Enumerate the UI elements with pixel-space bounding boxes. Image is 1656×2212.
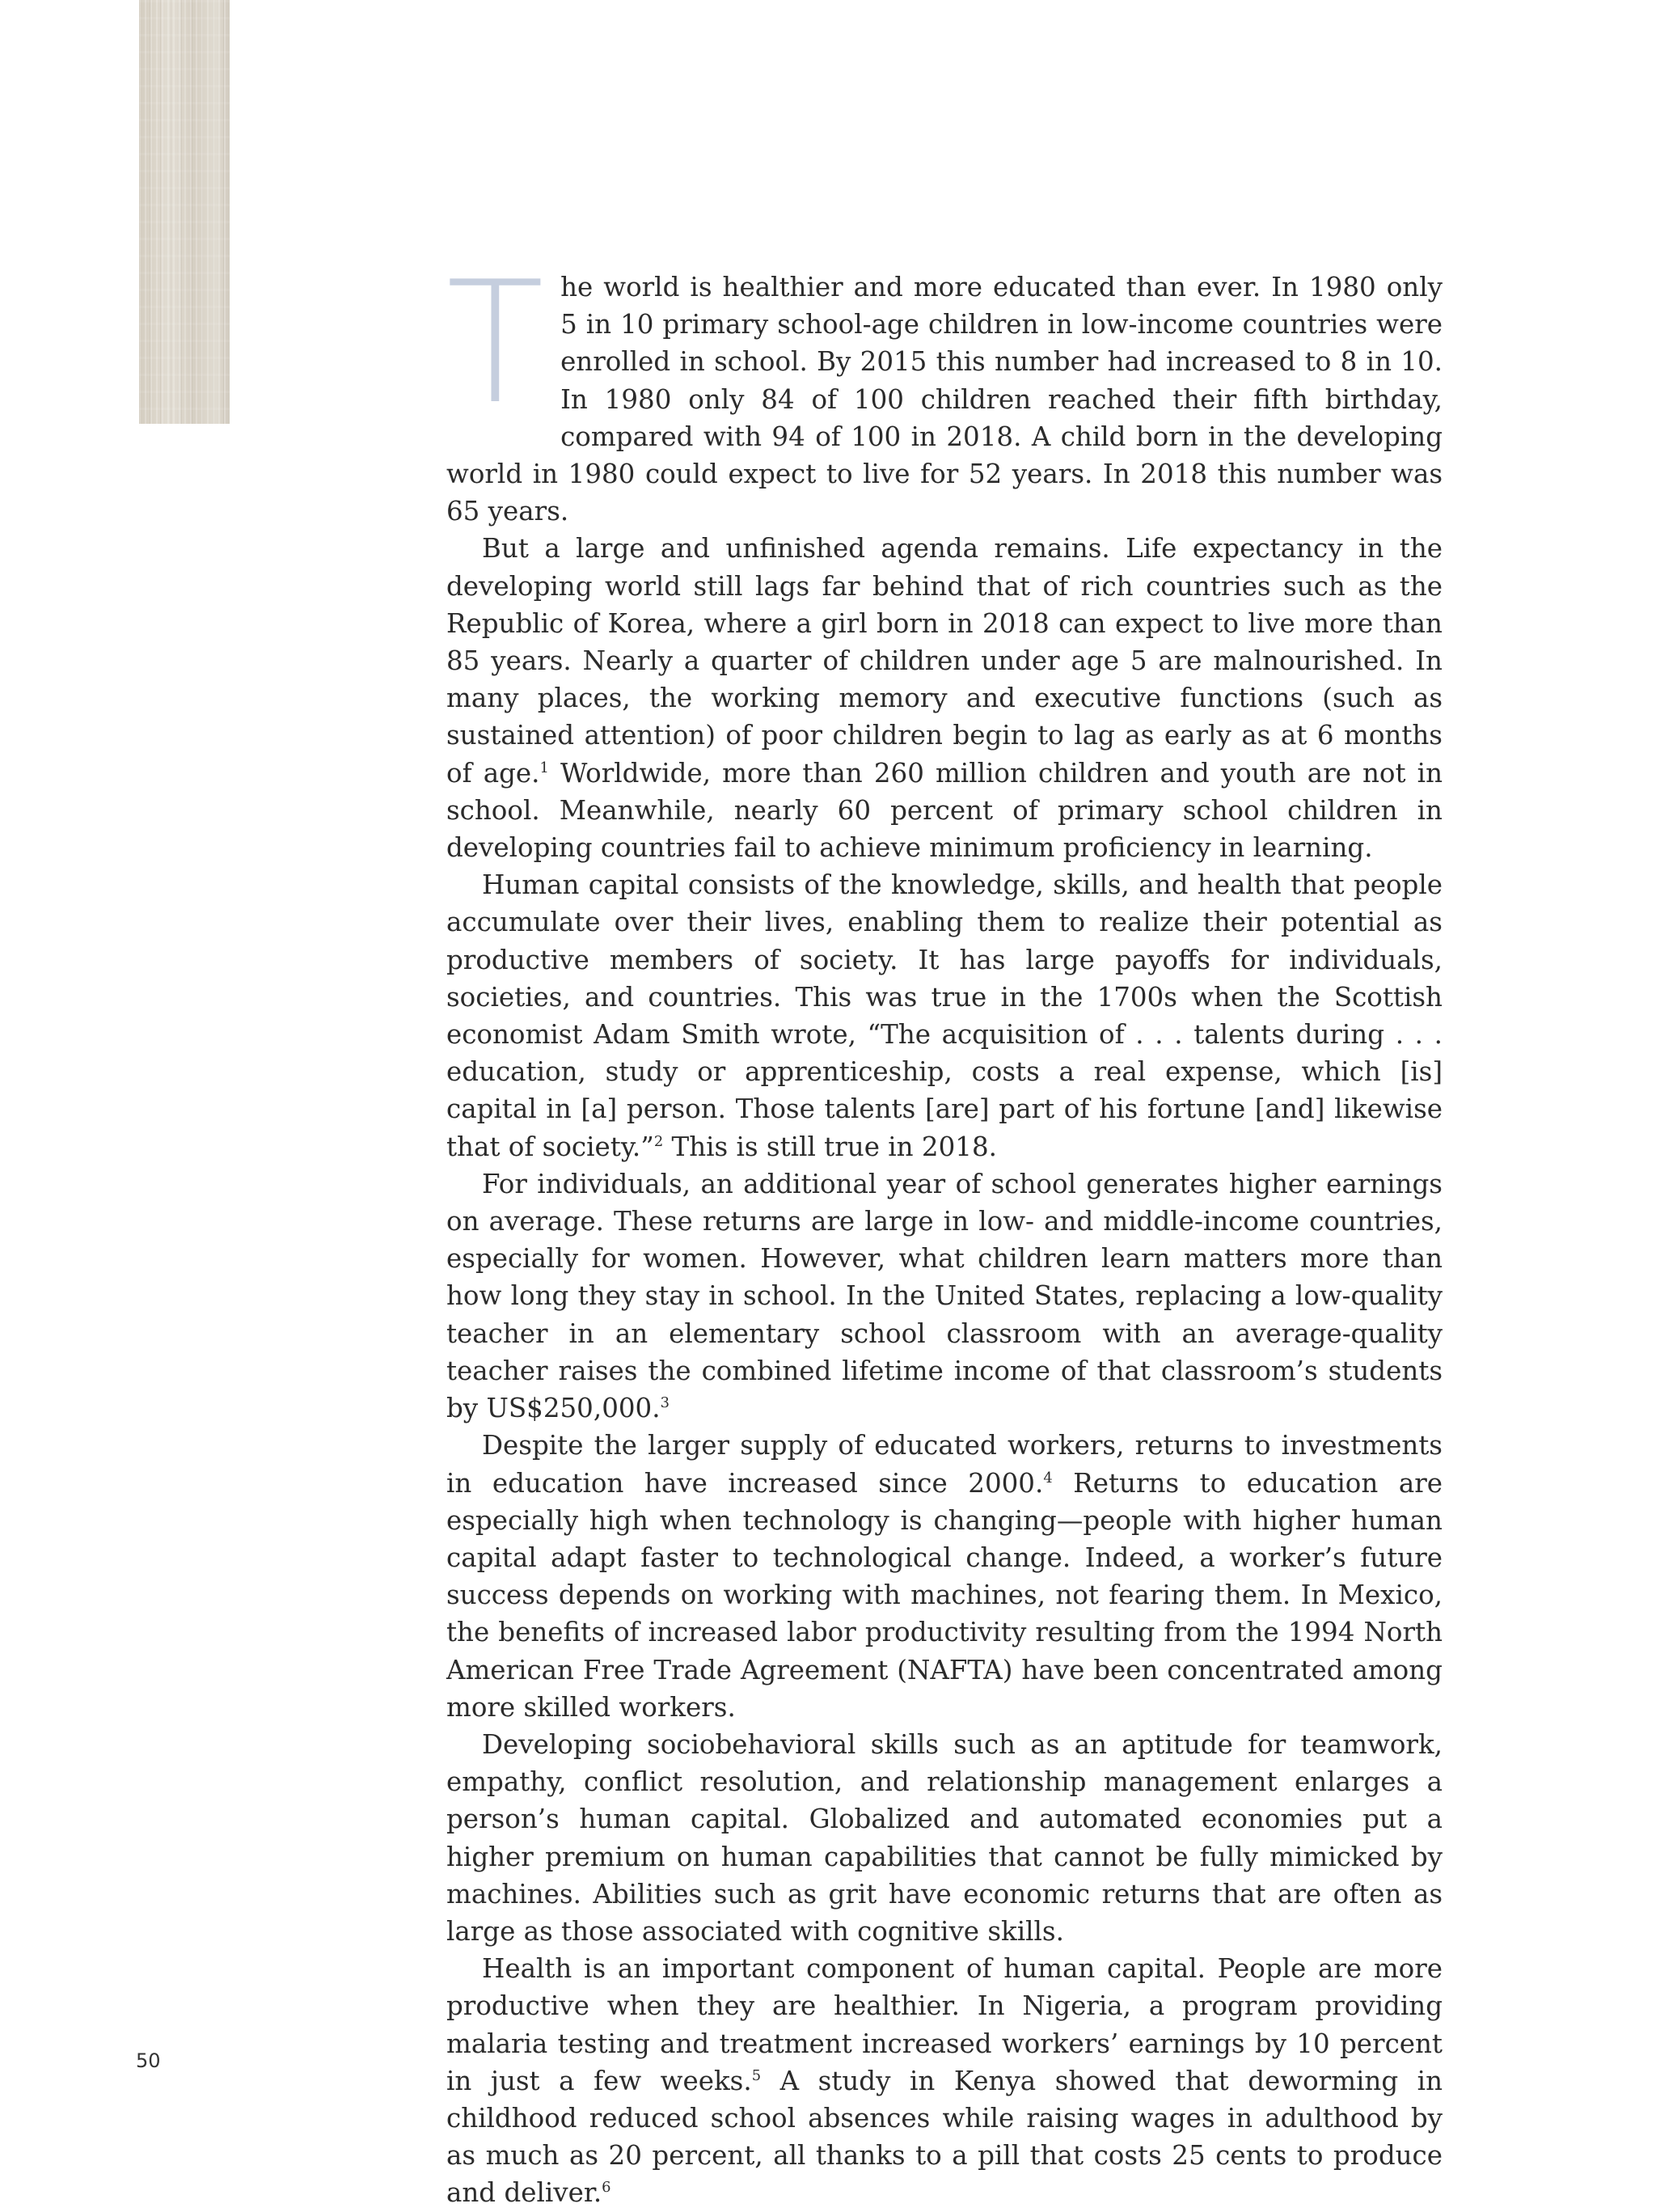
- footnote-ref-6[interactable]: 6: [602, 2179, 611, 2197]
- paragraph-1: [446, 246, 1443, 530]
- footnote-ref-4[interactable]: 4: [1043, 1469, 1053, 1487]
- paragraph-1-text: he world is healthier and more educated than ever. In 1980 only 5 in 10 primary school-age children in low-income countries were enrolled in school. By 2015 this number had increased to 8 in 10. In 1980 only 84 of 100 children reached their fifth birthday, compared with 94 of 100 in 2018. A child born in the developing world in 1980 could expect to live for 52 years. In 2018 this number was 65 years.: [446, 272, 1443, 527]
- paragraph-7: Health is an important component of human capital. People are more productive when they are healthier. In Nigeria, a program providing malaria testing and treatment increased workers’ earnings by 10 percent in just a few weeks.$^5$ A study in Kenya showed that deworming in childhood reduced school absences while raising wages in adulthood by as much as 20 percent, all thanks to a pill that costs 25 cents to produce and deliver.$^6$: [446, 1953, 1443, 2209]
- body-text: [446, 246, 1443, 2212]
- paragraph-4: For individuals, an additional year of school generates higher earnings on average. These returns are large in low- and middle-income countries, especially for women. However, what children learn matters more than how long they stay in school. In the United States, replacing a low-quality teacher in an elementary school classroom with an average-quality teacher raises the combined lifetime income of that classroom’s students by US$250,000.$^3$: [446, 1168, 1443, 1424]
- decorative-wood-strip: [139, 0, 230, 424]
- paragraph-5: Despite the larger supply of educated workers, returns to investments in education have increased since 2000.$^4$ Returns to education are especially high when technology is changing—people with higher human capital adapt faster to technological change. Indeed, a worker’s future success depends on working with machines, not fearing them. In Mexico, the benefits of increased labor productivity resulting from the 1994 North American Free Trade Agreement (NAFTA) have been concentrated among more skilled workers.: [446, 1430, 1443, 1723]
- page-number: 50: [136, 2049, 161, 2072]
- footnote-ref-3[interactable]: 3: [660, 1394, 670, 1412]
- paragraph-6: Developing sociobehavioral skills such as an aptitude for teamwork, empathy, conflict resolution, and relationship management enlarges a person’s human capital. Globalized and automated economies put a higher premium on human capabilities that cannot be fully mimicked by machines. Abilities such as grit have economic returns that are often as large as those associated with cognitive skills.: [446, 1728, 1443, 1947]
- paragraph-2: But a large and unfinished agenda remains. Life expectancy in the developing world still lags far behind that of rich countries such as the Republic of Korea, where a girl born in 2018 can expect to live more than 85 years. Nearly a quarter of children under age 5 are malnourished. In many places, the working memory and executive functions (such as sustained attention) of poor children begin to lag as early as at 6 months of age.$^1$ Worldwide, more than 260 million children and youth are not in school. Meanwhile, nearly 60 percent of primary school children in developing countries fail to achieve minimum proficiency in learning.: [446, 533, 1443, 864]
- paragraph-3: Human capital consists of the knowledge, skills, and health that people accumulate over their lives, enabling them to realize their potential as productive members of society. It has large payoffs for individuals, societies, and countries. This was true in the 1700s when the Scottish economist Adam Smith wrote, “The acquisition of . . . talents during . . . education, study or apprenticeship, costs a real expense, which [is] capital in [a] person. Those talents [are] part of his fortune [and] likewise that of society.”$^2$ This is still true in 2018.: [446, 869, 1443, 1162]
- drop-cap: T: [446, 246, 544, 442]
- footnote-ref-2[interactable]: 2: [653, 1132, 664, 1150]
- footnote-ref-1[interactable]: 1: [539, 759, 549, 776]
- footnote-ref-5[interactable]: 5: [751, 2066, 762, 2084]
